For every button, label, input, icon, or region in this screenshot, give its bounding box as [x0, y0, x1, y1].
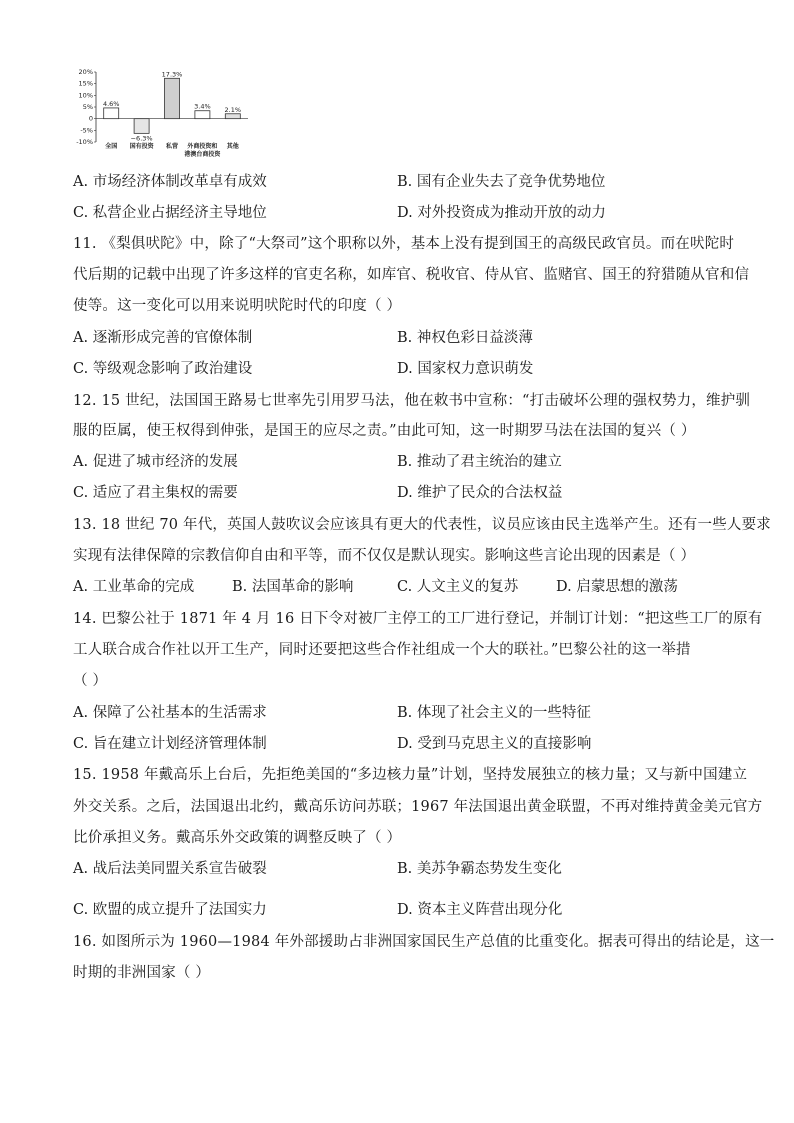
y-tick-label: -5% [80, 126, 93, 135]
q11-option-a: A. 逐渐形成完善的官僚体制 [73, 330, 253, 346]
q13-option-c: C. 人文主义的复苏 [397, 579, 519, 595]
category-label: 国有投资 [129, 143, 154, 150]
category-label: 私营 [165, 143, 179, 150]
q12-stem-line-1: 12. 15 世纪，法国国王路易七世率先引用罗马法，他在敕书中宣称：“打击破坏公理的强权势力，维护驯 [73, 393, 751, 409]
y-tick-label: 10% [78, 91, 93, 100]
y-tick-label: 15% [78, 79, 93, 88]
q15-option-c: C. 欧盟的成立提升了法国实力 [73, 902, 267, 918]
q11-stem-line-2: 代后期的记载中出现了许多这样的官吏名称，如库官、税收官、侍从官、监赌官、国王的狩猎随从官和信 [73, 267, 750, 283]
category-label: 全国 [105, 143, 118, 150]
category-label: 其他 [226, 143, 239, 150]
q14-option-c: C. 旨在建立计划经济管理体制 [73, 736, 267, 752]
q15-option-d: D. 资本主义阵营出现分化 [397, 902, 563, 918]
q14-stem-line-2: 工人联合成合作社以开工生产，同时还要把这些合作社组成一个大的联社。”巴黎公社的这一举措 [73, 642, 691, 658]
bar-value-label: 3.4% [194, 102, 211, 111]
q15-stem-line-1: 15. 1958 年戴高乐上台后，先拒绝美国的“多边核力量”计划，坚持发展独立的核力量；又与新中国建立 [73, 767, 748, 783]
q14-stem-line-3: （ ） [73, 673, 108, 689]
chart-bars [104, 78, 241, 133]
q10-option-d: D. 对外投资成为推动开放的动力 [397, 205, 606, 221]
y-tick-label: 20% [78, 68, 93, 76]
q14-option-b: B. 体现了社会主义的一些特征 [397, 705, 591, 721]
bar-value-label: 17.3% [161, 70, 183, 79]
q13-option-a: A. 工业革命的完成 [73, 579, 195, 595]
q13-stem-line-2: 实现有法律保障的宗教信仰自由和平等，而不仅仅是默认现实。影响这些言论出现的因素是（ ） [73, 548, 696, 564]
q10-option-b: B. 国有企业失去了竞争优势地位 [397, 174, 606, 190]
q15-stem-line-3: 比价承担义务。戴高乐外交政策的调整反映了（ ） [73, 830, 402, 846]
q15-option-b: B. 美苏争霸态势发生变化 [397, 861, 562, 877]
q12-option-c: C. 适应了君主集权的需要 [73, 485, 238, 501]
q15-stem-line-2: 外交关系。之后，法国退出北约，戴高乐访问苏联；1967 年法国退出黄金联盟，不再对维持黄金美元官方 [73, 799, 763, 815]
bar-value-label: 4.6% [102, 99, 120, 108]
y-tick-label: 5% [82, 103, 93, 111]
investment-growth-bar-chart [66, 62, 256, 160]
q14-option-a: A. 保障了公社基本的生活需求 [73, 705, 267, 721]
chart-bar [104, 108, 119, 119]
q11-stem-line-1: 11. 《梨俱吠陀》中，除了“大祭司”这个职称以外，基本上没有提到国王的高级民政官员。而在吠陀时 [73, 236, 735, 252]
bar-value-label: −6.3% [130, 134, 153, 143]
category-label: 外商投资和 [187, 143, 218, 150]
q12-stem-line-2: 服的臣属，使王权得到伸张，是国王的应尽之责。”由此可知，这一时期罗马法在法国的复兴（ ） [73, 423, 696, 439]
q15-option-a: A. 战后法美同盟关系宣告破裂 [73, 861, 267, 877]
q11-stem-line-3: 使等。这一变化可以用来说明吠陀时代的印度（ ） [73, 298, 402, 314]
q16-stem-line-1: 16. 如图所示为 1960—1984 年外部援助占非洲国家国民生产总值的比重变化。据表可得出的结论是，这一 [73, 934, 775, 950]
q11-option-c: C. 等级观念影响了政治建设 [73, 361, 253, 377]
q12-option-a: A. 促进了城市经济的发展 [73, 454, 238, 470]
q12-option-d: D. 维护了民众的合法权益 [397, 485, 563, 501]
y-tick-label: 0 [88, 114, 93, 123]
q13-option-d: D. 启蒙思想的激荡 [556, 579, 678, 595]
q11-option-b: B. 神权色彩日益淡薄 [397, 330, 533, 346]
chart-bar [165, 78, 180, 118]
chart-bar [225, 114, 240, 119]
category-label: 港澳台商投资 [184, 151, 221, 158]
q10-option-a: A. 市场经济体制改革卓有成效 [73, 174, 267, 190]
q14-option-d: D. 受到马克思主义的直接影响 [397, 736, 592, 752]
chart-bar [134, 119, 149, 134]
q10-option-c: C. 私营企业占据经济主导地位 [73, 205, 267, 221]
q13-option-b: B. 法国革命的影响 [232, 579, 354, 595]
q16-stem-line-2: 时期的非洲国家（ ） [73, 965, 211, 981]
q12-option-b: B. 推动了君主统治的建立 [397, 454, 562, 470]
q13-stem-line-1: 13. 18 世纪 70 年代，英国人鼓吹议会应该具有更大的代表性，议员应该由民主选举产生。还有一些人要求 [73, 517, 771, 533]
q14-stem-line-1: 14. 巴黎公社于 1871 年 4 月 16 日下令对被厂主停工的工厂进行登记，并制订计划：“把这些工厂的原有 [73, 611, 763, 627]
bar-value-label: 2.1% [224, 105, 242, 114]
chart-bar [195, 111, 210, 119]
q11-option-d: D. 国家权力意识萌发 [397, 361, 534, 377]
y-tick-label: -10% [76, 138, 93, 146]
